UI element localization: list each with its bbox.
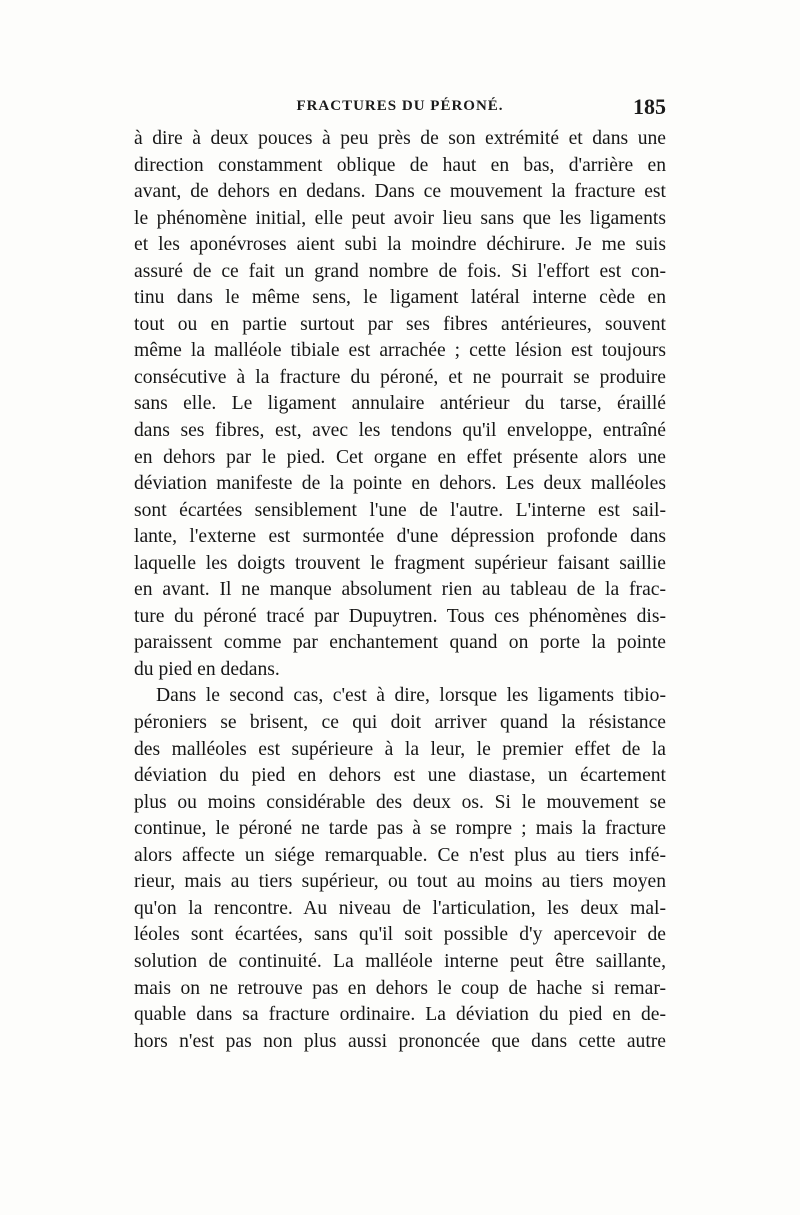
text-line: direction constamment oblique de haut en bas, d'arrière en bbox=[134, 154, 666, 176]
text-line: paraissent comme par enchantement quand on porte la pointe bbox=[134, 632, 666, 654]
text-line: ture du péroné tracé par Dupuytren. Tous ces phénomènes dis- bbox=[134, 605, 666, 627]
text-line: et les aponévroses aient subi la moindre déchirure. Je me suis bbox=[134, 234, 666, 256]
text-line: péroniers se brisent, ce qui doit arriver quand la résistance bbox=[134, 712, 666, 734]
page-header bbox=[134, 94, 666, 124]
text-line: rieur, mais au tiers supérieur, ou tout au moins au tiers moyen bbox=[134, 871, 666, 893]
text-line: avant, de dehors en dedans. Dans ce mouvement la fracture est bbox=[134, 181, 666, 203]
text-line: laquelle les doigts trouvent le fragment supérieur faisant saillie bbox=[134, 552, 666, 574]
text-line: tout ou en partie surtout par ses fibres antérieures, souvent bbox=[134, 313, 666, 335]
text-line: lante, l'externe est surmontée d'une dépression profonde dans bbox=[134, 526, 666, 548]
paragraph-start-line: Dans le second cas, c'est à dire, lorsque les ligaments tibio- bbox=[156, 685, 666, 707]
running-title: FRACTURES DU PÉRONÉ. bbox=[296, 98, 504, 114]
text-line: même la malléole tibiale est arrachée ; cette lésion est toujours bbox=[134, 340, 666, 362]
text-line: quable dans sa fracture ordinaire. La déviation du pied en de- bbox=[134, 1004, 666, 1026]
text-line: qu'on la rencontre. Au niveau de l'articulation, les deux mal- bbox=[134, 897, 666, 919]
paragraph-end-line: du pied en dedans. bbox=[134, 658, 280, 680]
text-line: dans ses fibres, est, avec les tendons qu'il enveloppe, entraîné bbox=[134, 420, 666, 442]
text-line: déviation manifeste de la pointe en dehors. Les deux malléoles bbox=[134, 473, 666, 495]
text-line: le phénomène initial, elle peut avoir lieu sans que les ligaments bbox=[134, 207, 666, 229]
text-line: sans elle. Le ligament annulaire antérieur du tarse, éraillé bbox=[134, 393, 666, 415]
text-line: continue, le péroné ne tarde pas à se rompre ; mais la fracture bbox=[134, 818, 666, 840]
text-line: consécutive à la fracture du péroné, et ne pourrait se produire bbox=[134, 366, 666, 388]
text-line: léoles sont écartées, sans qu'il soit possible d'y apercevoir de bbox=[134, 924, 666, 946]
text-line: des malléoles est supérieure à la leur, le premier effet de la bbox=[134, 738, 666, 760]
text-line: assuré de ce fait un grand nombre de fois. Si l'effort est con- bbox=[134, 260, 666, 282]
text-line: solution de continuité. La malléole interne peut être saillante, bbox=[134, 950, 666, 972]
text-line: en avant. Il ne manque absolument rien au tableau de la frac- bbox=[134, 579, 666, 601]
text-line: tinu dans le même sens, le ligament latéral interne cède en bbox=[134, 287, 666, 309]
page-number: 185 bbox=[633, 94, 666, 119]
text-line: alors affecte un siége remarquable. Ce n'est plus au tiers infé- bbox=[134, 844, 666, 866]
body-text bbox=[134, 126, 666, 1055]
text-line: plus ou moins considérable des deux os. Si le mouvement se bbox=[134, 791, 666, 813]
text-line: déviation du pied en dehors est une diastase, un écartement bbox=[134, 765, 666, 787]
text-line: en dehors par le pied. Cet organe en effet présente alors une bbox=[134, 446, 666, 468]
text-line: à dire à deux pouces à peu près de son extrémité et dans une bbox=[134, 128, 666, 149]
text-line: hors n'est pas non plus aussi prononcée que dans cette autre bbox=[134, 1030, 666, 1052]
text-line: sont écartées sensiblement l'une de l'autre. L'interne est sail- bbox=[134, 499, 666, 521]
text-line: mais on ne retrouve pas en dehors le coup de hache si remar- bbox=[134, 977, 666, 999]
